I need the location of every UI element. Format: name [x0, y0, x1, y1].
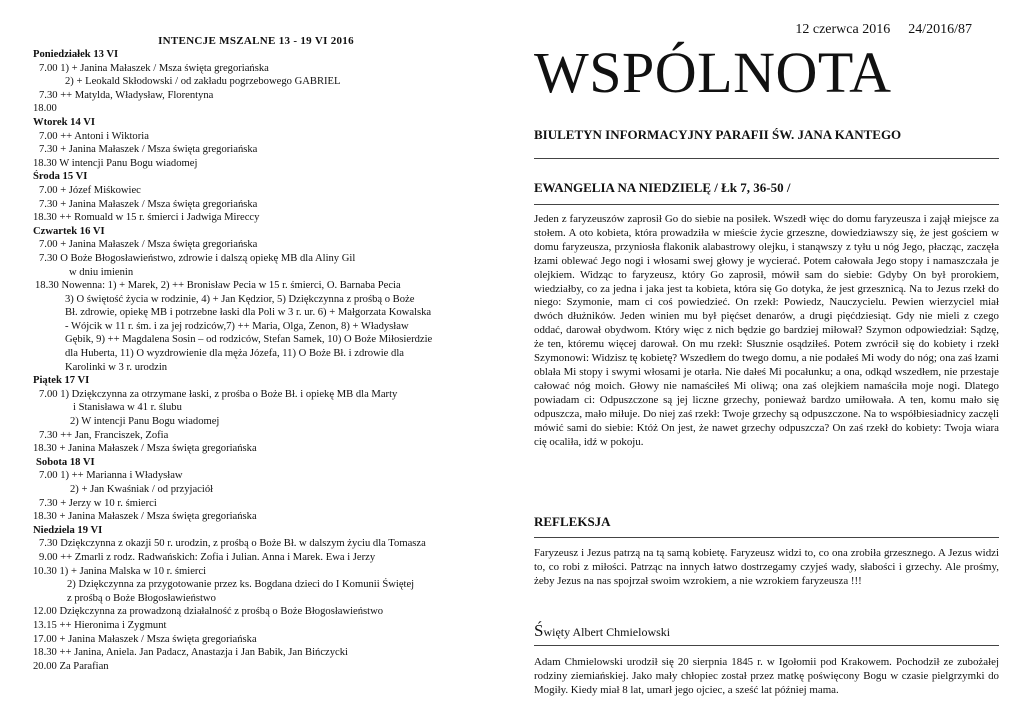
day-heading: Piątek 17 VI [33, 375, 90, 387]
day-heading: Wtorek 14 VI [33, 116, 95, 128]
intention-line: dla Huberta, 11) O wyzdrowienie dla męża Józefa, 11) O Boże Bł. i zdrowie dla [65, 348, 404, 360]
bio-heading [534, 621, 670, 641]
intention-line: 7.00 ++ Antoni i Wiktoria [39, 130, 149, 142]
divider [534, 537, 999, 538]
divider [534, 204, 999, 205]
intention-line: 10.30 1) + Janina Malska w 10 r. śmierci [33, 565, 207, 577]
intention-line: 18.30 ++ Janina, Aniela. Jan Padacz, Anastazja i Jan Babik, Jan Bińczycki [33, 647, 348, 659]
intention-line: w dniu imienin [69, 266, 134, 278]
masthead-subtitle: BIULETYN INFORMACYJNY PARAFII ŚW. JANA KANTEGO [534, 127, 902, 142]
intention-line: 2) W intencji Panu Bogu wiadomej [70, 416, 220, 428]
issue-number: 24/2016/87 [908, 22, 972, 37]
reflection-text: Faryzeusz i Jezus patrzą na tą samą kobietę. Faryzeusz widzi to, co ona zrobiła grzesznego. A Jezus widzi to, co robi z miłości. Patrząc na innych łatwo dostrzegamy czyjeś wady, słabości i grzechy. Ale prośmy, żeby Jezus na nas spojrzał swoim wzrokiem, a nie wzrokiem faryzeusza !!! [534, 547, 999, 587]
issue-meta [795, 22, 972, 38]
intention-line: i Stanisława w 41 r. ślubu [73, 402, 182, 414]
intention-line: Gębik, 9) ++ Magdalena Sosin – od rodziców, Stefan Samek, 10) O Boże Miłosierdzie [65, 334, 433, 346]
bio-heading-text: więty Albert Chmielowski [543, 625, 671, 639]
intention-line: 7.30 O Boże Błogosławieństwo, zdrowie i dalszą opiekę MB dla Aliny Gil [39, 252, 356, 264]
intention-line: 18.30 + Janina Małaszek / Msza święta gregoriańska [33, 443, 257, 455]
intentions-list [33, 48, 503, 673]
intention-line: 18.30 + Janina Małaszek / Msza święta gregoriańska [33, 511, 257, 523]
intention-line: 7.00 1) Dziękczynna za otrzymane łaski, z prośba o Boże Bł. i opiekę MB dla Marty [39, 388, 398, 400]
gospel-heading: EWANGELIA NA NIEDZIELĘ / Łk 7, 36-50 / [534, 180, 791, 195]
intention-line: 18.30 Nowenna: 1) + Marek, 2) ++ Bronisław Pecia w 15 r. śmierci, O. Barnaba Pecia [35, 280, 401, 292]
day-heading: Środa 15 VI [33, 171, 88, 183]
intention-line: - Wójcik w 11 r. śm. i za jej rodziców,7) ++ Maria, Olga, Zenon, 8) + Władysław [65, 320, 409, 332]
intention-line: 2) Dziękczynna za przygotowanie przez ks. Bogdana dzieci do I Komunii Świętej [67, 579, 415, 591]
intention-line: 7.30 ++ Matylda, Władysław, Florentyna [39, 89, 214, 101]
intention-line: z prośbą o Boże Błogosławieństwo [67, 592, 216, 604]
gospel-text: Jeden z faryzeuszów zaprosił Go do siebie na posiłek. Wszedł więc do domu faryzeusza i zajął miejsce za stołem. A oto kobieta, która prowadziła w mieście życie grzeszne, dowiedziawszy się, że jest gościem w domu faryzeusza, przyniosła flakonik alabastrowy olejku, i stanąwszy z tyłu u nóg Jego, płacząc, zaczęła łzami oblewać Jego nogi i włosami swej głowy je wycierać. Potem całowała Jego stopy i namaszczała je olejkiem. Widząc to faryzeusz, który Go zaprosił, mówił sam do siebie: Gdyby On był prorokiem, wiedziałby, co za jedna i jaka jest ta kobieta, która się Go dotyka, że jest grzesznicą. Na to Jezus rzekł do niego: Szymonie, mam ci coś powiedzieć. On rzekł: Powiedz, Nauczycielu. Pewien wierzyciel miał dwóch dłużników. Jeden winien mu był pięćset denarów, a drugi pięćdziesiąt. Gdy nie mieli z czego oddać, darował obydwom. Który więc z nich będzie go bardziej miłował? Szymon odpowiedział: Sądzę, że ten, któremu więcej darował. On mu rzekł: Słusznie osądziłeś. Potem zwrócił się do kobiety i rzekł Szymonowi: Widzisz tę kobietę? Wszedłem do twego domu, a nie podałeś Mi wody do nóg; ona zaś łzami oblała Mi stopy i swymi włosami je otarła. Nie dałeś Mi pocałunku; a ona, odkąd wszedłem, nie przestaje całować nóg moich. Głowy nie namaściłeś Mi oliwą; ona zaś olejkiem namaściła moje nogi. Dlatego powiadam ci: Odpuszczone są jej liczne grzechy, ponieważ bardzo umiłowała. A ten, komu mało się odpuszcza, mało miłuje. Do niej zaś rzekł: Twoje grzechy są odpuszczone. Na to współbiesiadnicy zaczęli mówić sami do siebie: Któż On jest, że nawet grzechy odpuszcza? On zaś rzekł do kobiety: Twoja wiara cię ocaliła, idź w pokoju. [534, 213, 999, 448]
intention-line: 3) O świętość życia w rodzinie, 4) + Jan Kędzior, 5) Dziękczynna z prośbą o Boże [65, 293, 415, 305]
intention-line: 7.30 + Jerzy w 10 r. śmierci [39, 497, 157, 509]
reflection-heading: REFLEKSJA [534, 514, 611, 529]
intention-line: 20.00 Za Parafian [33, 660, 109, 672]
intention-line: 18.00 [33, 103, 57, 115]
intention-line: 7.00 1) + Janina Małaszek / Msza święta gregoriańska [39, 62, 269, 74]
day-heading: Czwartek 16 VI [33, 225, 105, 237]
masthead-title: WSPÓLNOTA [534, 40, 892, 105]
intention-line: 12.00 Dziękczynna za prowadzoną działalność z prośbą o Boże Błogosławieństwo [33, 606, 384, 618]
intention-line: 2) + Leokald Skłodowski / od zakładu pogrzebowego GABRIEL [65, 76, 341, 88]
intention-line: Karolinki w 3 r. urodzin [65, 361, 168, 373]
intention-line: 17.00 + Janina Małaszek / Msza święta gregoriańska [33, 633, 257, 645]
bio-text: Adam Chmielowski urodził się 20 sierpnia 1845 r. w Igołomii pod Krakowem. Pochodził ze zubożałej rodziny ziemiańskiej. Jako mały chłopiec został przez matkę poświęcony Bogu w czasie pielgrzymki do Mogiły. Kiedy miał 8 lat, umarł jego ojciec, a sześć lat później mama. [534, 656, 999, 696]
intention-line: 7.30 Dziękczynna z okazji 50 r. urodzin, z prośbą o Boże Bł. w dalszym życiu dla Tomasza [39, 538, 426, 550]
intention-line: 18.30 ++ Romuald w 15 r. śmierci i Jadwiga Mireccy [33, 212, 260, 224]
divider [534, 158, 999, 159]
intention-line: 7.00 + Józef Miśkowiec [39, 184, 141, 196]
bio-heading-initial: Ś [534, 621, 544, 640]
intention-line: 7.00 + Janina Małaszek / Msza święta gregoriańska [39, 239, 258, 251]
intention-line: 18.30 W intencji Panu Bogu wiadomej [33, 157, 198, 169]
divider [534, 645, 999, 646]
intentions-title: INTENCJE MSZALNE 13 - 19 VI 2016 [158, 35, 354, 47]
intention-line: 7.30 + Janina Małaszek / Msza święta gregoriańska [39, 144, 258, 156]
day-heading: Poniedziałek 13 VI [33, 49, 119, 60]
intention-line: 7.30 + Janina Małaszek / Msza święta gregoriańska [39, 198, 258, 210]
bulletin-page [512, 0, 1024, 725]
intention-line: Bł. zdrowie, opiekę MB i potrzebne łaski dla Poli w 3 r. ur. 6) + Małgorzata Kowalska [65, 307, 432, 319]
issue-date: 12 czerwca 2016 [795, 22, 891, 37]
intention-line: 7.00 1) ++ Marianna i Władysław [39, 470, 183, 482]
intention-line: 7.30 ++ Jan, Franciszek, Zofia [39, 429, 169, 441]
day-heading: Sobota 18 VI [36, 456, 95, 468]
day-heading: Niedziela 19 VI [33, 524, 103, 536]
intention-line: 9.00 ++ Zmarli z rodz. Radwańskich: Zofia i Julian. Anna i Marek. Ewa i Jerzy [39, 551, 376, 563]
intention-line: 2) + Jan Kwaśniak / od przyjaciół [70, 484, 214, 495]
intention-line: 13.15 ++ Hieronima i Zygmunt [33, 619, 167, 631]
